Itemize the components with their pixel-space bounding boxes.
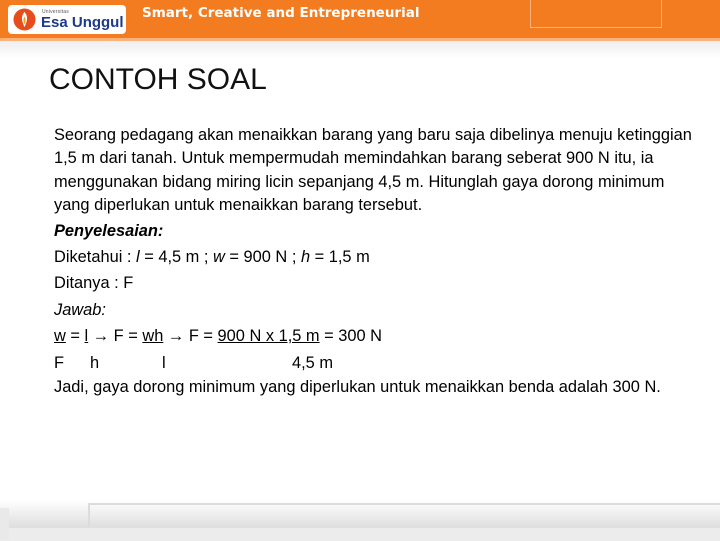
formula-line — [54, 323, 694, 350]
known-w-val: = 900 N ; — [224, 247, 301, 266]
conclusion-text: Jadi, gaya dorong minimum yang diperlukan untuk menaikkan benda adalah 300 N. — [54, 378, 661, 397]
logo — [8, 5, 126, 34]
footer-accent — [0, 508, 9, 540]
logo-small-text: Universitas — [42, 9, 69, 15]
known-l-var: l — [136, 247, 140, 266]
slide-title: CONTOH SOAL — [49, 63, 267, 96]
formula-arrow2: → F = — [163, 327, 218, 346]
header-decor-box — [530, 0, 662, 28]
formula-eq1: = — [65, 327, 85, 346]
denom-F: F — [54, 353, 65, 372]
solution-label: Penyelesaian: — [54, 221, 164, 240]
asked-line: Ditanya : F — [54, 274, 134, 293]
problem-text: Seorang pedagang akan menaikkan barang yang baru saja dibelinya menuju ketinggian 1,5 m dari tanah. Untuk mempermudah memindahkan barang seberat 900 N itu, ia menggunakan bidang miring licin sepanjang 4,5 m. Hitunglah gaya dorong minimum yang diperlukan untuk menaikkan barang tersebut. — [54, 126, 692, 215]
known-h-var: h — [300, 247, 311, 266]
formula-wh: wh — [142, 327, 164, 346]
denom-m: 4,5 m — [292, 353, 333, 372]
formula-result: = 300 N — [319, 327, 383, 346]
known-l-val: = 4,5 m ; — [139, 247, 213, 266]
logo-name: Esa Unggul — [41, 14, 124, 31]
top-band — [0, 41, 720, 59]
header-bar — [0, 0, 720, 38]
known-h-val: = 1,5 m — [310, 247, 370, 266]
known-w-var: w — [213, 247, 225, 266]
formula-arrow1: → F = — [88, 327, 143, 346]
known-prefix: Diketahui : — [54, 247, 136, 266]
slide-content — [54, 124, 694, 400]
formula-numerator: 900 N x 1,5 m — [217, 327, 320, 346]
denom-l: l — [162, 353, 166, 372]
footer-strip — [0, 527, 720, 541]
tagline: Smart, Creative and Entrepreneurial — [142, 5, 420, 21]
denom-h: h — [90, 353, 100, 372]
answer-label: Jawab: — [54, 300, 106, 319]
university-flame-icon — [13, 8, 36, 31]
formula-w: w — [54, 327, 66, 346]
denominator-line — [54, 350, 694, 377]
known-line — [54, 244, 694, 271]
footer-frame — [88, 503, 720, 527]
formula-l: l — [84, 327, 89, 346]
